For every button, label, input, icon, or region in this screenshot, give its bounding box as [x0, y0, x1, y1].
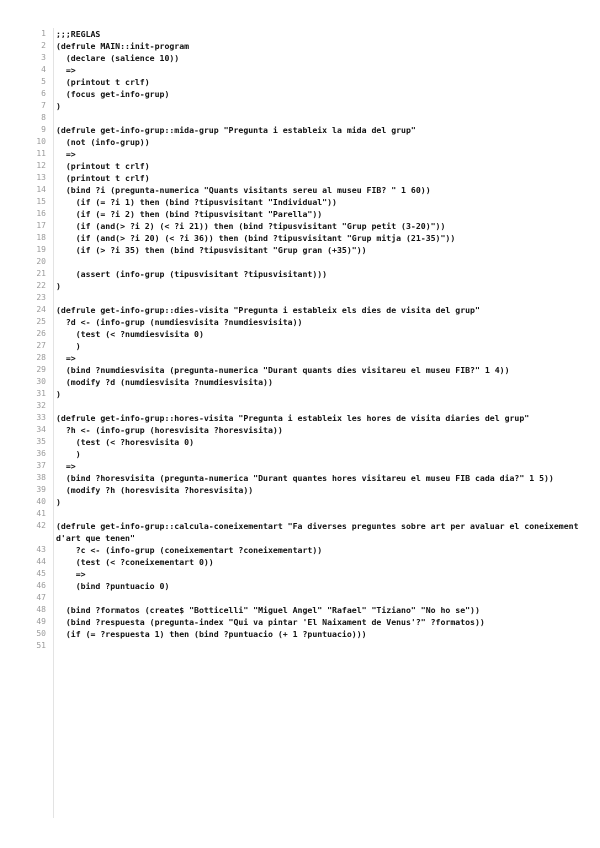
line-number: 30 — [36, 377, 46, 386]
code-line — [22, 448, 582, 460]
code-line — [22, 244, 582, 256]
line-number: 1 — [41, 29, 46, 38]
line-number: 25 — [36, 317, 46, 326]
line-number: 45 — [36, 569, 46, 578]
code-line — [22, 436, 582, 448]
line-number: 33 — [36, 413, 46, 422]
code-line — [22, 76, 582, 88]
code-text: => — [56, 461, 76, 471]
code-text: (if (= ?i 1) then (bind ?tipusvisitant "Individual")) — [56, 197, 337, 207]
code-line — [22, 172, 582, 184]
code-line — [22, 184, 582, 196]
code-text: ?h <- (info-grup (horesvisita ?horesvisita)) — [56, 425, 283, 435]
code-text: (defrule get-info-grup::hores-visita "Pregunta i estableix les hores de visita diaries del grup" — [56, 413, 530, 423]
line-number: 24 — [36, 305, 46, 314]
code-line — [22, 472, 582, 484]
line-number: 8 — [41, 113, 46, 122]
line-number: 19 — [36, 245, 46, 254]
line-number: 9 — [41, 125, 46, 134]
code-text: => — [56, 65, 76, 75]
code-line — [22, 544, 582, 556]
code-line — [22, 592, 582, 604]
code-text: (if (= ?respuesta 1) then (bind ?puntuacio (+ 1 ?puntuacio))) — [56, 629, 367, 639]
line-number: 35 — [36, 437, 46, 446]
line-number: 27 — [36, 341, 46, 350]
code-line — [22, 220, 582, 232]
code-text: (focus get-info-grup) — [56, 89, 170, 99]
code-text: ) — [56, 101, 61, 111]
line-number: 22 — [36, 281, 46, 290]
code-line — [22, 100, 582, 112]
code-text: ) — [56, 341, 81, 351]
line-number: 5 — [41, 77, 46, 86]
code-text: (assert (info-grup (tipusvisitant ?tipusvisitant))) — [56, 269, 328, 279]
line-number: 4 — [41, 65, 46, 74]
code-line — [22, 616, 582, 628]
code-text: (if (and(> ?i 20) (< ?i 36)) then (bind ?tipusvisitant "Grup mitja (21-35)")) — [56, 233, 456, 243]
code-text: (defrule get-info-grup::dies-visita "Pregunta i estableix els dies de visita del grup" — [56, 305, 480, 315]
code-line — [22, 28, 582, 40]
line-number: 17 — [36, 221, 46, 230]
code-line — [22, 316, 582, 328]
line-number: 20 — [36, 257, 46, 266]
line-number: 14 — [36, 185, 46, 194]
line-number: 21 — [36, 269, 46, 278]
line-number: 39 — [36, 485, 46, 494]
code-line — [22, 376, 582, 388]
code-line — [22, 304, 582, 316]
line-number: 48 — [36, 605, 46, 614]
code-line — [22, 64, 582, 76]
line-number: 40 — [36, 497, 46, 506]
code-text: => — [56, 149, 76, 159]
code-line — [22, 556, 582, 568]
code-text: (test (< ?horesvisita 0) — [56, 437, 195, 447]
code-editor — [22, 28, 582, 652]
code-text: ) — [56, 281, 61, 291]
code-line — [22, 364, 582, 376]
line-number: 42 — [36, 521, 46, 530]
code-text: (defrule get-info-grup::calcula-coneixementart "Fa diverses preguntes sobre art per avaluar el coneixement d'art que tenen" — [56, 521, 584, 543]
line-number: 29 — [36, 365, 46, 374]
line-number: 18 — [36, 233, 46, 242]
line-number: 31 — [36, 389, 46, 398]
code-text: (bind ?puntuacio 0) — [56, 581, 170, 591]
line-number: 41 — [36, 509, 46, 518]
code-text: ?c <- (info-grup (coneixementart ?coneixementart)) — [56, 545, 323, 555]
code-text: (if (> ?i 35) then (bind ?tipusvisitant "Grup gran (+35)")) — [56, 245, 367, 255]
line-number: 38 — [36, 473, 46, 482]
code-text: (bind ?numdiesvisita (pregunta-numerica "Durant quants dies visitareu el museu FIB?" 1 4)) — [56, 365, 510, 375]
code-text: (bind ?respuesta (pregunta-index "Qui va pintar 'El Naixament de Venus'?" ?formatos)) — [56, 617, 485, 627]
line-number: 43 — [36, 545, 46, 554]
line-number: 44 — [36, 557, 46, 566]
code-line — [22, 352, 582, 364]
code-line — [22, 508, 582, 520]
line-number: 23 — [36, 293, 46, 302]
code-line — [22, 292, 582, 304]
line-number: 12 — [36, 161, 46, 170]
code-line — [22, 484, 582, 496]
code-line — [22, 124, 582, 136]
code-line — [22, 208, 582, 220]
code-line — [22, 232, 582, 244]
code-text: (test (< ?coneixementart 0)) — [56, 557, 214, 567]
code-line — [22, 400, 582, 412]
line-number: 15 — [36, 197, 46, 206]
code-line — [22, 412, 582, 424]
code-text: (modify ?d (numdiesvisita ?numdiesvisita)) — [56, 377, 273, 387]
line-number: 16 — [36, 209, 46, 218]
line-number: 10 — [36, 137, 46, 146]
code-line — [22, 280, 582, 292]
line-number: 2 — [41, 41, 46, 50]
code-line — [22, 268, 582, 280]
code-text: ) — [56, 389, 61, 399]
code-text: (bind ?horesvisita (pregunta-numerica "Durant quantes hores visitareu el museu FIB cada dia?" 1 5)) — [56, 473, 554, 483]
code-line — [22, 256, 582, 268]
line-number: 47 — [36, 593, 46, 602]
code-text: => — [56, 569, 86, 579]
code-text: (bind ?formatos (create$ "Botticelli" "Miguel Angel" "Rafael" "Tiziano" "No ho se")) — [56, 605, 480, 615]
code-line — [22, 424, 582, 436]
line-number: 28 — [36, 353, 46, 362]
code-line — [22, 568, 582, 580]
line-number: 32 — [36, 401, 46, 410]
code-line — [22, 112, 582, 124]
code-line — [22, 160, 582, 172]
code-text: (if (= ?i 2) then (bind ?tipusvisitant "Parella")) — [56, 209, 323, 219]
code-line — [22, 604, 582, 616]
code-line — [22, 52, 582, 64]
code-text: (if (and(> ?i 2) (< ?i 21)) then (bind ?tipusvisitant "Grup petit (3-20)")) — [56, 221, 446, 231]
line-number: 34 — [36, 425, 46, 434]
code-line — [22, 148, 582, 160]
code-line — [22, 40, 582, 52]
line-number: 37 — [36, 461, 46, 470]
line-number: 50 — [36, 629, 46, 638]
code-text: (defrule get-info-grup::mida-grup "Pregunta i estableix la mida del grup" — [56, 125, 416, 135]
code-text: (defrule MAIN::init-program — [56, 41, 190, 51]
code-text: ) — [56, 497, 61, 507]
line-number: 3 — [41, 53, 46, 62]
code-text: => — [56, 353, 76, 363]
code-line — [22, 136, 582, 148]
code-line — [22, 496, 582, 508]
code-text: (not (info-grup)) — [56, 137, 150, 147]
code-text: (printout t crlf) — [56, 161, 150, 171]
code-line — [22, 580, 582, 592]
code-line — [22, 520, 582, 544]
code-text: ;;;REGLAS — [56, 29, 101, 39]
code-text: (declare (salience 10)) — [56, 53, 180, 63]
line-number: 51 — [36, 641, 46, 650]
code-line — [22, 340, 582, 352]
code-text: ) — [56, 449, 81, 459]
code-text: (printout t crlf) — [56, 77, 150, 87]
code-line — [22, 460, 582, 472]
line-number: 49 — [36, 617, 46, 626]
code-line — [22, 196, 582, 208]
code-line — [22, 640, 582, 652]
code-line — [22, 628, 582, 640]
code-line — [22, 328, 582, 340]
code-text: (test (< ?numdiesvisita 0) — [56, 329, 204, 339]
code-text: (printout t crlf) — [56, 173, 150, 183]
line-number: 46 — [36, 581, 46, 590]
line-number: 11 — [36, 149, 46, 158]
code-text: (modify ?h (horesvisita ?horesvisita)) — [56, 485, 254, 495]
code-line — [22, 88, 582, 100]
line-number: 36 — [36, 449, 46, 458]
line-number: 7 — [41, 101, 46, 110]
line-number: 13 — [36, 173, 46, 182]
code-line — [22, 388, 582, 400]
code-text: ?d <- (info-grup (numdiesvisita ?numdiesvisita)) — [56, 317, 303, 327]
line-number: 6 — [41, 89, 46, 98]
code-text: (bind ?i (pregunta-numerica "Quants visitants sereu al museu FIB? " 1 60)) — [56, 185, 431, 195]
line-number: 26 — [36, 329, 46, 338]
